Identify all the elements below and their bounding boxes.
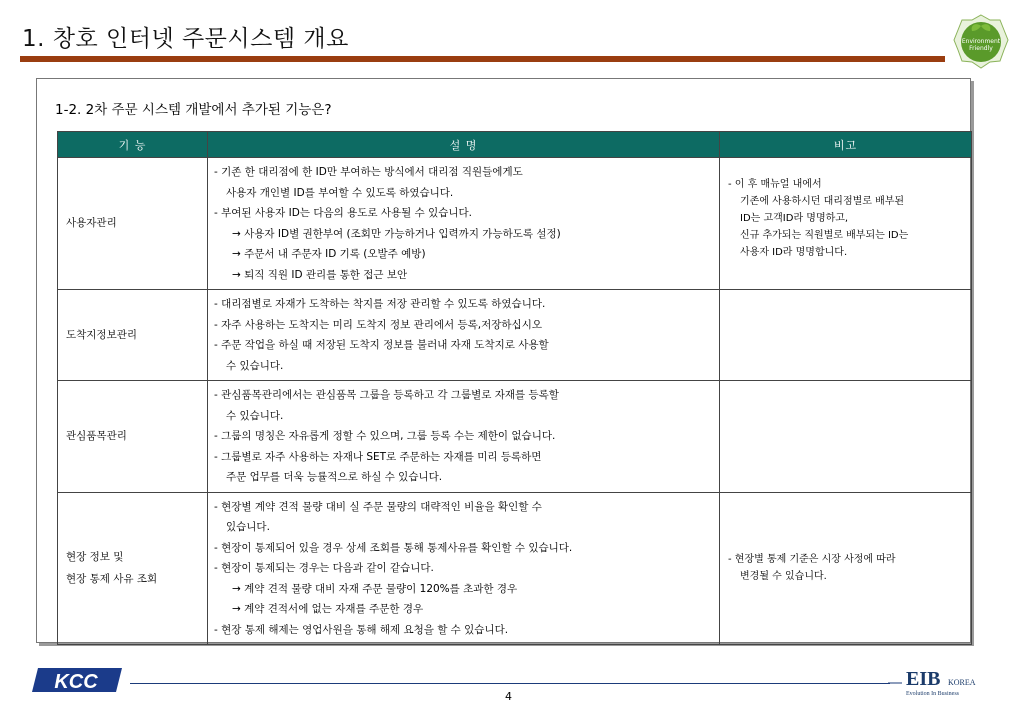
column-header-description: 설 명 — [208, 132, 720, 158]
kcc-logo-text: KCC — [54, 671, 98, 693]
desc-line: 수 있습니다. — [226, 409, 284, 422]
desc-line: - 현장 통제 해제는 영업사원을 통해 해제 요청을 할 수 있습니다. — [214, 623, 509, 636]
eib-logo-text: EIB — [906, 668, 941, 690]
page-number: 4 — [505, 690, 512, 703]
desc-line: - 자주 사용하는 도착지는 미리 도착지 정보 관리에서 등록,저장하십시오 — [214, 318, 542, 331]
table-row — [58, 158, 972, 290]
desc-line: → 퇴직 직원 ID 관리를 통한 접근 보안 — [232, 268, 408, 281]
description-cell — [208, 492, 720, 645]
badge-text-line2: Friendly — [969, 45, 993, 52]
feature-line: 도착지정보관리 — [66, 328, 138, 341]
note-line: 기존에 사용하시던 대리점별로 배부된 — [740, 196, 905, 207]
note-cell — [720, 290, 972, 381]
note-line: 신규 추가되는 직원별로 배부되는 ID는 — [740, 230, 909, 241]
column-header-note: 비고 — [720, 132, 972, 158]
table-header-row — [58, 132, 972, 158]
content-panel — [36, 78, 971, 643]
description-cell — [208, 158, 720, 290]
feature-cell — [58, 492, 208, 645]
feature-line: 사용자관리 — [66, 217, 117, 230]
note-cell — [720, 492, 972, 645]
eib-korea-logo-icon — [888, 663, 998, 701]
eib-logo-sub: KOREA — [948, 678, 976, 687]
badge-text-line1: Environment — [961, 38, 1001, 45]
desc-line: - 부여된 사용자 ID는 다음의 용도로 사용될 수 있습니다. — [214, 207, 473, 219]
desc-line: → 주문서 내 주문자 ID 기록 (오발주 예방) — [232, 248, 426, 260]
title-divider — [20, 56, 945, 62]
desc-line: - 현장이 통제되는 경우는 다음과 같이 같습니다. — [214, 562, 434, 574]
description-cell — [208, 290, 720, 381]
note-line: - 이 후 매뉴얼 내에서 — [728, 179, 822, 190]
desc-line: - 그룹의 명칭은 자유롭게 정할 수 있으며, 그룹 등록 수는 제한이 없습니다. — [214, 430, 556, 442]
desc-line: → 계약 견적서에 없는 자재를 주문한 경우 — [232, 603, 424, 615]
footer-divider — [130, 683, 890, 684]
desc-line: 있습니다. — [226, 521, 270, 533]
note-line: 사용자 ID라 명명합니다. — [740, 247, 848, 258]
desc-line: 주문 업무를 더욱 능률적으로 하실 수 있습니다. — [226, 471, 443, 483]
page-title: 1. 창호 인터넷 주문시스템 개요 — [22, 26, 349, 52]
kcc-logo-icon — [30, 664, 130, 696]
desc-line: - 그룹별로 자주 사용하는 자재나 SET로 주문하는 자재를 미리 등록하면 — [214, 450, 542, 463]
desc-line: - 현장이 통제되어 있을 경우 상세 조회를 통해 통제사유를 확인할 수 있습니다. — [214, 541, 573, 554]
desc-line: - 주문 작업을 하실 때 저장된 도착지 정보를 불러내 자재 도착지로 사용할 — [214, 339, 549, 351]
note-line: 변경될 수 있습니다. — [740, 571, 827, 583]
feature-cell — [58, 158, 208, 290]
desc-line: → 계약 견적 물량 대비 자재 주문 물량이 120%를 초과한 경우 — [232, 582, 518, 595]
desc-line: - 기존 한 대리점에 한 ID만 부여하는 방식에서 대리점 직원들에게도 — [214, 166, 523, 178]
note-cell — [720, 158, 972, 290]
desc-line: - 관심품목관리에서는 관심품목 그룹을 등록하고 각 그룹별로 자재를 등록할 — [214, 389, 559, 401]
desc-line: 사용자 개인별 ID를 부여할 수 있도록 하였습니다. — [226, 186, 454, 199]
table-row — [58, 381, 972, 493]
desc-line: - 현장별 계약 견적 물량 대비 실 주문 물량의 대략적인 비율을 확인할 수 — [214, 500, 542, 513]
feature-line: 현장 통제 사유 조회 — [66, 573, 158, 586]
feature-line: 현장 정보 및 — [66, 551, 124, 564]
note-line: ID는 고객ID라 명명하고, — [740, 213, 849, 224]
table-row — [58, 290, 972, 381]
note-cell — [720, 381, 972, 493]
desc-line: → 사용자 ID별 권한부여 (조회만 가능하거나 입력까지 가능하도록 설정) — [232, 227, 561, 240]
eib-logo-tagline: Evolution In Business — [906, 691, 960, 697]
environment-friendly-badge-icon — [952, 12, 1010, 70]
feature-table — [57, 131, 972, 645]
desc-line: - 대리점별로 자재가 도착하는 착지를 저장 관리할 수 있도록 하였습니다. — [214, 298, 546, 310]
note-line: - 현장별 통제 기준은 시장 사정에 따라 — [728, 554, 896, 566]
feature-cell — [58, 290, 208, 381]
desc-line: 수 있습니다. — [226, 359, 284, 372]
section-heading: 1-2. 2차 주문 시스템 개발에서 추가된 기능은? — [55, 102, 332, 118]
description-cell — [208, 381, 720, 493]
table-row — [58, 492, 972, 645]
feature-cell — [58, 381, 208, 493]
column-header-feature: 기 능 — [58, 132, 208, 158]
feature-line: 관심품목관리 — [66, 430, 127, 442]
